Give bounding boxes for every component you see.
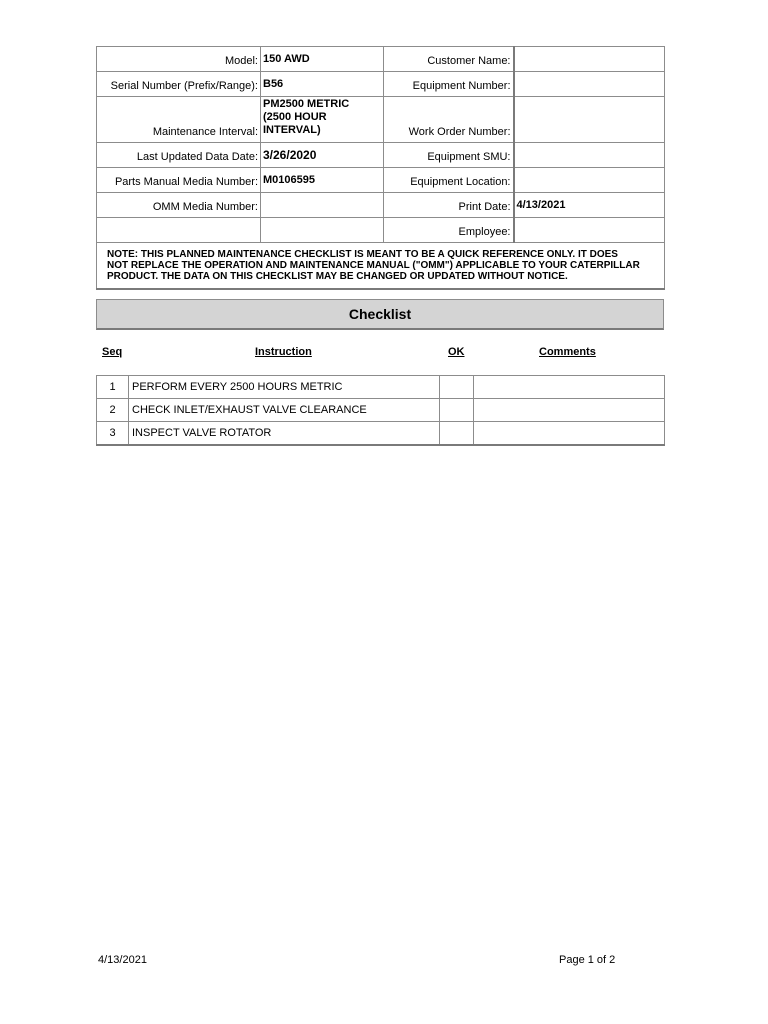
- note-line-1: NOTE: THIS PLANNED MAINTENANCE CHECKLIST IS MEANT TO BE A QUICK REFERENCE ONLY. IT DOES: [107, 249, 618, 260]
- equipment-number-label: Equipment Number:: [384, 72, 514, 97]
- equipment-number-value: [514, 72, 665, 97]
- interval-line-2: (2500 HOUR: [263, 111, 327, 123]
- row-ok-cell[interactable]: [440, 399, 474, 422]
- empty-cell: [261, 218, 384, 243]
- info-row-omm: [97, 193, 665, 218]
- note-line-2: NOT REPLACE THE OPERATION AND MAINTENANCE MANUAL ("OMM") APPLICABLE TO YOUR CATERPILLAR: [107, 260, 640, 271]
- print-date-value: 4/13/2021: [514, 193, 665, 218]
- row-comments-cell[interactable]: [474, 376, 665, 399]
- empty-cell: [97, 218, 261, 243]
- note-line-3: PRODUCT. THE DATA ON THIS CHECKLIST MAY BE CHANGED OR UPDATED WITHOUT NOTICE.: [107, 271, 568, 282]
- column-header-seq: Seq: [102, 346, 123, 358]
- serial-number-value: B56: [261, 72, 384, 97]
- column-header-ok: OK: [448, 346, 465, 358]
- table-row: [97, 422, 665, 446]
- info-row-parts: [97, 168, 665, 193]
- maintenance-interval-label: Maintenance Interval:: [97, 97, 261, 143]
- interval-line-1: PM2500 METRIC: [263, 98, 350, 110]
- row-instruction: PERFORM EVERY 2500 HOURS METRIC: [129, 376, 440, 399]
- maintenance-interval-value: [261, 97, 384, 143]
- footer-page-number: Page 1 of 2: [559, 954, 616, 966]
- checklist-title: Checklist: [96, 299, 664, 330]
- column-header-comments: Comments: [539, 346, 596, 358]
- row-seq: 2: [97, 399, 129, 422]
- employee-label: Employee:: [384, 218, 514, 243]
- equipment-location-value: [514, 168, 665, 193]
- row-comments-cell[interactable]: [474, 399, 665, 422]
- last-updated-label: Last Updated Data Date:: [97, 143, 261, 168]
- row-instruction: INSPECT VALVE ROTATOR: [129, 422, 440, 446]
- info-row-updated: [97, 143, 665, 168]
- row-ok-cell[interactable]: [440, 376, 474, 399]
- disclaimer-note: [97, 243, 665, 290]
- equipment-smu-value: [514, 143, 665, 168]
- checklist-table: [96, 375, 665, 446]
- parts-manual-value: M0106595: [261, 168, 384, 193]
- serial-number-label: Serial Number (Prefix/Range):: [97, 72, 261, 97]
- column-header-instruction: Instruction: [255, 346, 312, 358]
- info-row-model: [97, 47, 665, 72]
- table-row: [97, 376, 665, 399]
- omm-media-value: [261, 193, 384, 218]
- equipment-info-table: [96, 46, 665, 290]
- interval-line-3: INTERVAL): [263, 124, 321, 136]
- table-row: [97, 399, 665, 422]
- equipment-location-label: Equipment Location:: [384, 168, 514, 193]
- info-row-note: [97, 243, 665, 290]
- work-order-value: [514, 97, 665, 143]
- row-comments-cell[interactable]: [474, 422, 665, 446]
- info-row-employee: [97, 218, 665, 243]
- footer-date: 4/13/2021: [98, 954, 147, 966]
- row-seq: 3: [97, 422, 129, 446]
- print-date-label: Print Date:: [384, 193, 514, 218]
- customer-name-label: Customer Name:: [384, 47, 514, 72]
- row-instruction: CHECK INLET/EXHAUST VALVE CLEARANCE: [129, 399, 440, 422]
- parts-manual-label: Parts Manual Media Number:: [97, 168, 261, 193]
- customer-name-value: [514, 47, 665, 72]
- omm-media-label: OMM Media Number:: [97, 193, 261, 218]
- work-order-label: Work Order Number:: [384, 97, 514, 143]
- employee-value: [514, 218, 665, 243]
- equipment-smu-label: Equipment SMU:: [384, 143, 514, 168]
- model-label: Model:: [97, 47, 261, 72]
- row-seq: 1: [97, 376, 129, 399]
- info-row-serial: [97, 72, 665, 97]
- model-value: 150 AWD: [261, 47, 384, 72]
- row-ok-cell[interactable]: [440, 422, 474, 446]
- info-row-interval: [97, 97, 665, 143]
- last-updated-value: 3/26/2020: [261, 143, 384, 168]
